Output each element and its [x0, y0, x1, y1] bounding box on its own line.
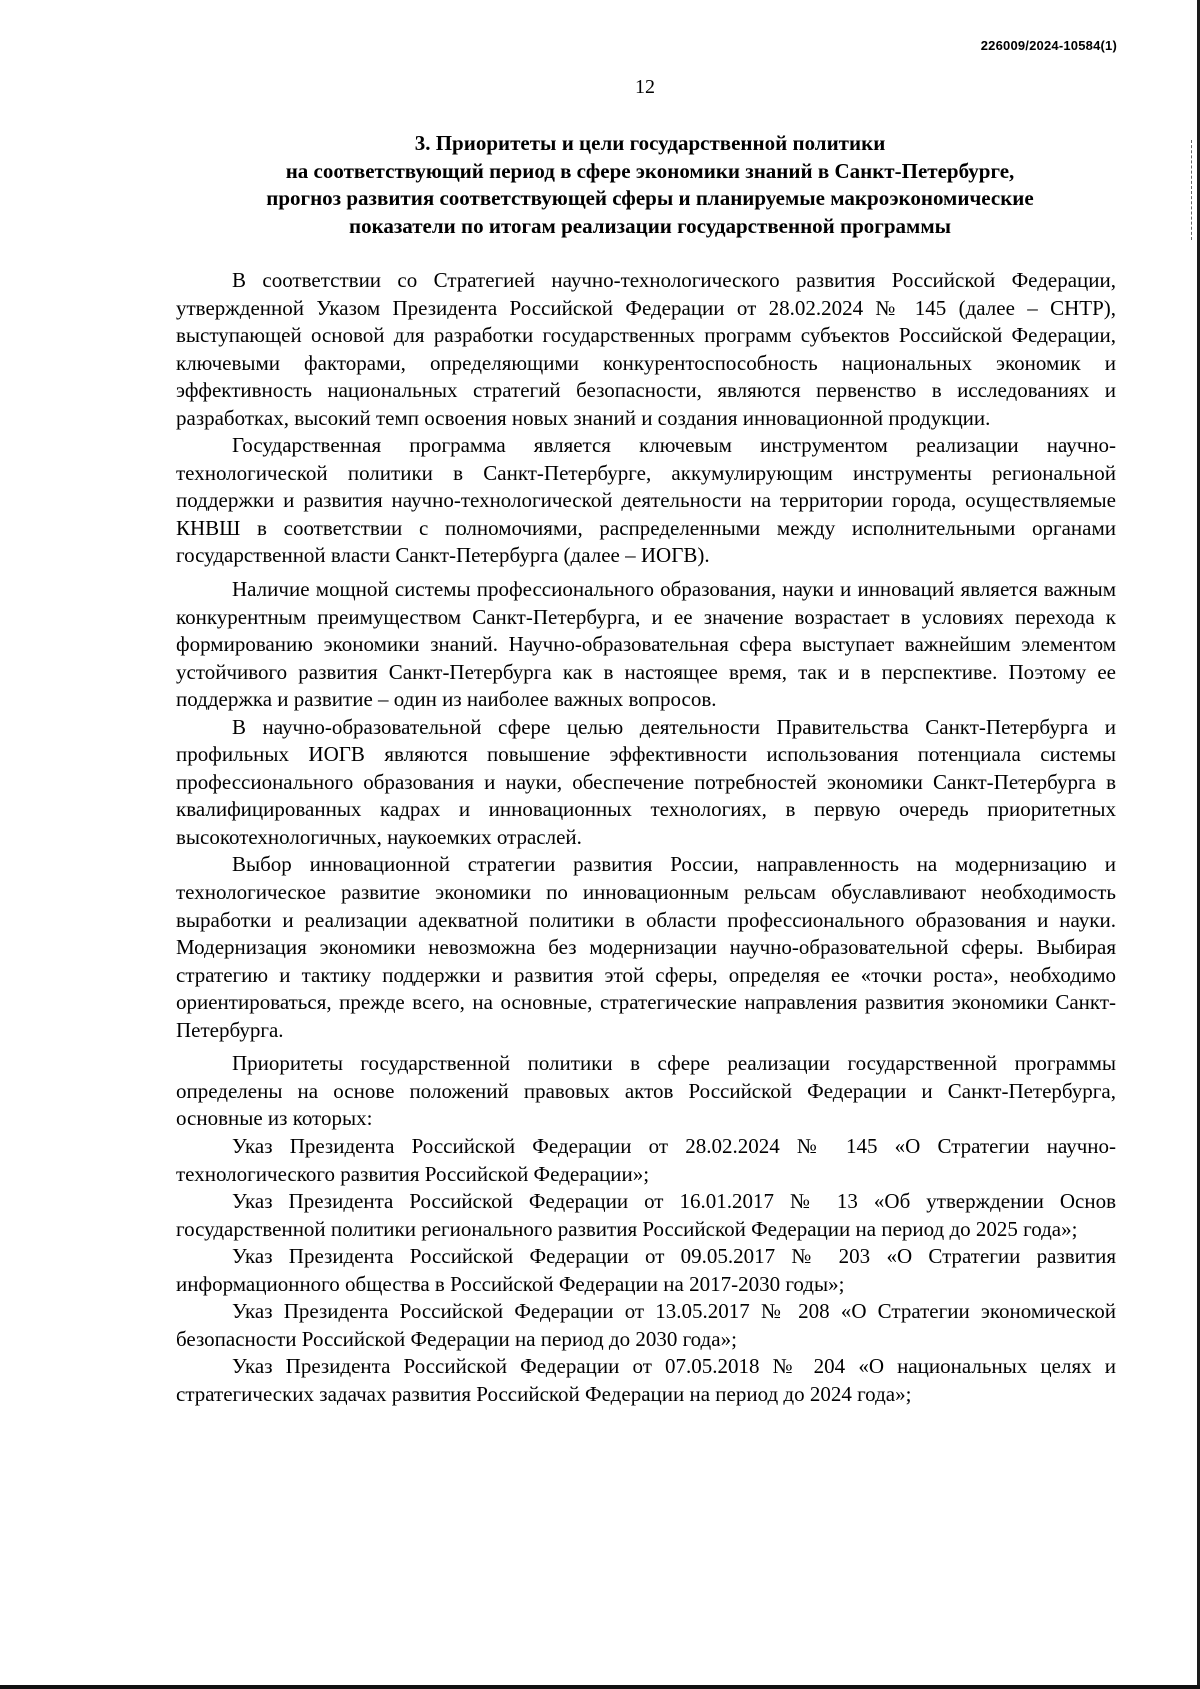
page-number: 12: [635, 76, 655, 98]
paragraph: Наличие мощной системы профессионального образования, науки и инноваций является важным конкурентным преимуществом Санкт-Петербурга, и ее значение возрастает в условиях перехода к формированию экономики знаний. Научно-образовательная сфера выступает важнейшим элементом устойчивого развития Санкт-Петербурга как в настоящее время, так и в перспективе. Поэтому ее поддержка и развитие – один из наиболее важных вопросов.: [176, 577, 1116, 712]
paragraph: Выбор инновационной стратегии развития России, направленность на модернизацию и технологическое развитие экономики по инновационным рельсам обуславливают необходимость выработки и реализации адекватной политики в области профессионального образования и науки. Модернизация экономики невозможна без модернизации научно-образовательной сферы. Выбирая стратегию и тактику поддержки и развития этой сферы, определяя ее «точки роста», необходимо ориентироваться, прежде всего, на основные, стратегические направления развития экономики Санкт-Петербурга.: [176, 852, 1116, 1042]
legal-act-item: Указ Президента Российской Федерации от 07.05.2018 № 204 «О национальных целях и стратегических задачах развития Российской Федерации на период до 2024 года»;: [176, 1354, 1116, 1406]
section-heading: [180, 130, 1120, 240]
legal-act-item: Указ Президента Российской Федерации от 28.02.2024 № 145 «О Стратегии научно-технологического развития Российской Федерации»;: [176, 1133, 1116, 1186]
paragraph: В соответствии со Стратегией научно-технологического развития Российской Федерации, утвержденной Указом Президента Российской Федерации от 28.02.2024 № 145 (далее – СНТР), выступающей основой для разработки государственных программ субъектов Российской Федерации, ключевыми факторами, определяющими конкурентоспособность национальных экономик и эффективность национальных стратегий безопасности, являются первенство в исследованиях и разработках, высокий темп освоения новых знаний и создания инновационной продукции.: [176, 268, 1116, 430]
section-heading-line: 3. Приоритеты и цели государственной политики: [414, 131, 886, 155]
paragraph: В научно-образовательной сфере целью деятельности Правительства Санкт-Петербурга и профильных ИОГВ являются повышение эффективности использования потенциала системы профессионального образования и науки, обеспечение потребностей экономики Санкт-Петербурга в квалифицированных кадрах и инновационных технологиях, в первую очередь приоритетных высокотехнологичных, наукоемких отраслей.: [176, 714, 1116, 849]
scan-bottom-edge: [0, 1685, 1200, 1689]
section-heading-line: прогноз развития соответствующей сферы и планируемые макроэкономические: [266, 186, 1034, 210]
section-heading-line: показатели по итогам реализации государственной программы: [348, 213, 952, 238]
legal-act-item: Указ Президента Российской Федерации от 09.05.2017 № 203 «О Стратегии развития информационного общества в Российской Федерации на 2017-2030 годы»;: [176, 1244, 1116, 1296]
legal-act-item: Указ Президента Российской Федерации от 13.05.2017 № 208 «О Стратегии экономической безопасности Российской Федерации на период до 2030 года»;: [176, 1299, 1116, 1351]
legal-act-item: Указ Президента Российской Федерации от 16.01.2017 № 13 «Об утверждении Основ государственной политики регионального развития Российской Федерации на период до 2025 года»;: [176, 1189, 1116, 1241]
scan-margin-marks: [1190, 140, 1192, 240]
paragraph: Приоритеты государственной политики в сфере реализации государственной программы определены на основе положений правовых актов Российской Федерации и Санкт-Петербурга, основные из которых:: [176, 1051, 1116, 1131]
paragraph: Государственная программа является ключевым инструментом реализации научно-технологической политики в Санкт-Петербурге, аккумулирующим инструменты региональной поддержки и развития научно-технологической деятельности на территории города, осуществляемые КНВШ в соответствии с полномочиями, распределенными между исполнительными органами государственной власти Санкт-Петербурга (далее – ИОГВ).: [176, 433, 1116, 568]
body-text: [176, 267, 1116, 1408]
section-heading-line: на соответствующий период в сфере экономики знаний в Санкт-Петербурге,: [285, 158, 1015, 183]
document-registration-number: 226009/2024-10584(1): [980, 38, 1117, 53]
